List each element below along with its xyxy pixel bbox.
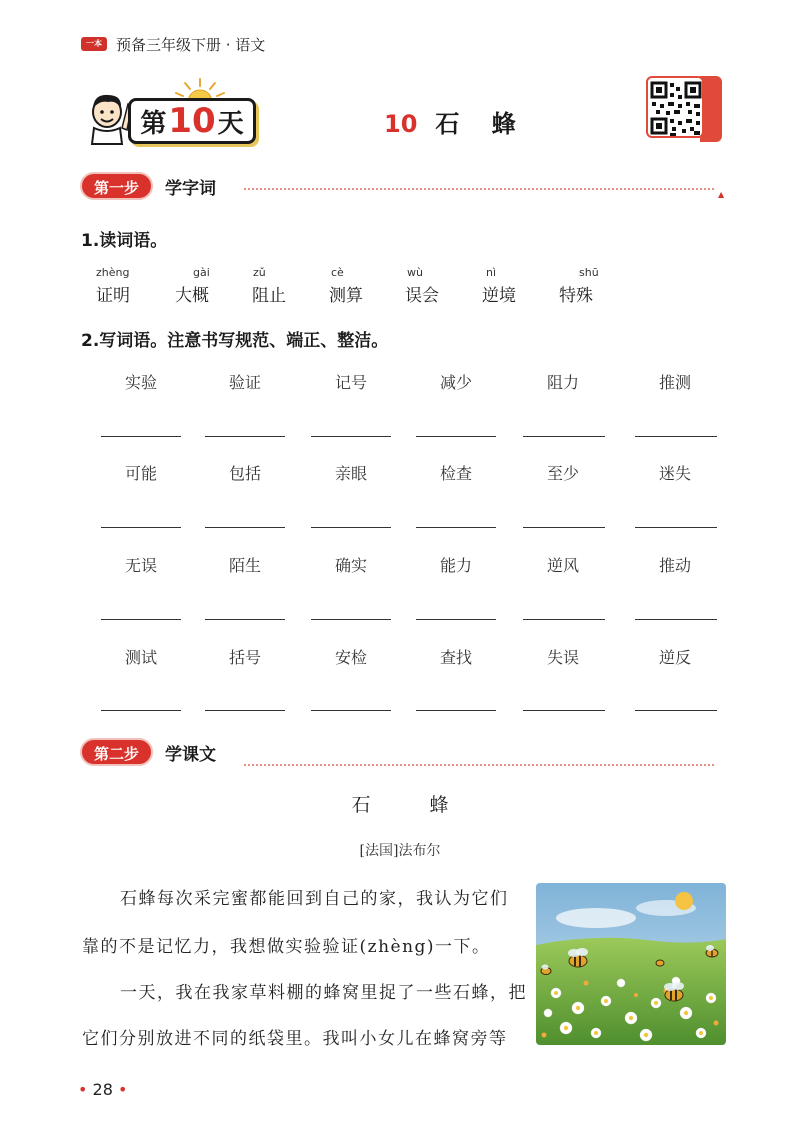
practice-word: 安检 [334, 648, 367, 667]
article-line: 一天，我在我家草料棚的蜂窝里捉了一些石蜂，把 [120, 983, 527, 1003]
practice-word: 陌生 [228, 556, 261, 575]
pinyin-word [329, 266, 363, 306]
pinyin: cè [331, 266, 344, 279]
article-author: [法国]法布尔 [359, 843, 441, 859]
article-line: 石蜂每次采完蜜都能回到自己的家，我认为它们 [120, 889, 509, 909]
article-title: 石 蜂 [351, 794, 469, 816]
practice-word: 检查 [439, 464, 472, 483]
pinyin-word [405, 266, 439, 306]
section-divider [244, 764, 714, 766]
practice-word: 推测 [658, 373, 691, 392]
pinyin: gài [193, 266, 210, 279]
article-line: 靠的不是记忆力，我想做实验验证(zhèng)一下。 [82, 937, 491, 957]
pinyin: wù [407, 266, 423, 279]
write-line[interactable] [311, 527, 391, 528]
pinyin-word [559, 266, 599, 306]
meadow-bees-illustration [536, 883, 726, 1045]
practice-word: 验证 [228, 373, 261, 392]
practice-word: 减少 [439, 373, 472, 392]
practice-word: 可能 [124, 464, 157, 483]
write-line[interactable] [101, 436, 181, 437]
practice-word: 括号 [228, 648, 261, 667]
write-line[interactable] [523, 436, 605, 437]
book-title: 预备三年级下册 · 语文 [116, 36, 266, 54]
brand-logo: 一本 [81, 37, 107, 51]
write-line[interactable] [205, 710, 285, 711]
day-number: 10 [168, 101, 216, 141]
word: 特殊 [559, 286, 593, 306]
step-two-pill: 第二步 [80, 738, 153, 766]
practice-word: 查找 [439, 648, 472, 667]
qr-code-icon [646, 76, 704, 138]
page-number-value: 28 [92, 1080, 113, 1099]
write-line[interactable] [101, 710, 181, 711]
write-line[interactable] [523, 527, 605, 528]
day-suffix: 天 [217, 108, 244, 139]
write-line[interactable] [311, 710, 391, 711]
practice-word: 无误 [124, 556, 157, 575]
practice-word: 至少 [546, 464, 579, 483]
write-line[interactable] [635, 436, 717, 437]
practice-word: 逆反 [658, 648, 691, 667]
question-2-title: 2.写词语。注意书写规范、端正、整洁。 [81, 331, 389, 351]
write-line[interactable] [635, 710, 717, 711]
word: 逆境 [482, 286, 516, 306]
write-line[interactable] [311, 619, 391, 620]
practice-word: 实验 [124, 373, 157, 392]
word: 阻止 [252, 286, 286, 306]
day-prefix: 第 [140, 108, 167, 139]
write-line[interactable] [205, 619, 285, 620]
write-line[interactable] [101, 619, 181, 620]
edge-mark: ▲ [718, 190, 725, 199]
word: 测算 [329, 286, 363, 306]
write-line[interactable] [635, 527, 717, 528]
practice-word: 能力 [439, 556, 472, 575]
article-line: 它们分别放进不同的纸袋里。我叫小女儿在蜂窝旁等 [82, 1029, 508, 1049]
word: 证明 [96, 286, 130, 306]
pinyin: nì [486, 266, 497, 279]
practice-word: 失误 [546, 648, 579, 667]
pinyin-word [96, 266, 130, 306]
write-line[interactable] [416, 710, 496, 711]
write-line[interactable] [416, 527, 496, 528]
practice-word: 包括 [228, 464, 261, 483]
practice-word: 亲眼 [334, 464, 367, 483]
day-badge [128, 98, 256, 144]
section-divider [244, 188, 714, 190]
write-line[interactable] [523, 710, 605, 711]
write-line[interactable] [311, 436, 391, 437]
pinyin-word [252, 266, 286, 306]
lesson-name: 石 蜂 [435, 110, 528, 138]
practice-word: 迷失 [658, 464, 691, 483]
word: 误会 [405, 286, 439, 306]
pinyin-word [175, 266, 210, 306]
write-line[interactable] [523, 619, 605, 620]
pinyin-word [482, 266, 516, 306]
write-line[interactable] [205, 436, 285, 437]
question-1-title: 1.读词语。 [81, 231, 168, 251]
pinyin: zhèng [96, 266, 130, 279]
write-line[interactable] [635, 619, 717, 620]
practice-word: 阻力 [546, 373, 579, 392]
step-one-name: 学字词 [165, 178, 217, 199]
write-line[interactable] [416, 619, 496, 620]
write-line[interactable] [101, 527, 181, 528]
practice-word: 逆风 [546, 556, 579, 575]
write-line[interactable] [205, 527, 285, 528]
pinyin: zǔ [253, 266, 266, 279]
step-one-pill: 第一步 [80, 172, 153, 200]
practice-word: 确实 [334, 556, 367, 575]
practice-word: 测试 [124, 648, 157, 667]
practice-word: 记号 [334, 373, 367, 392]
lesson-number: 10 [384, 110, 418, 138]
practice-word: 推动 [658, 556, 691, 575]
write-line[interactable] [416, 436, 496, 437]
step-two-heading [80, 738, 216, 766]
step-two-name: 学课文 [165, 744, 217, 765]
pinyin: shū [579, 266, 599, 279]
lesson-title [384, 104, 528, 139]
word: 大概 [175, 286, 209, 306]
step-one-heading [80, 172, 216, 200]
qr-code[interactable] [646, 76, 722, 142]
page-number: • 28 • [78, 1080, 128, 1099]
